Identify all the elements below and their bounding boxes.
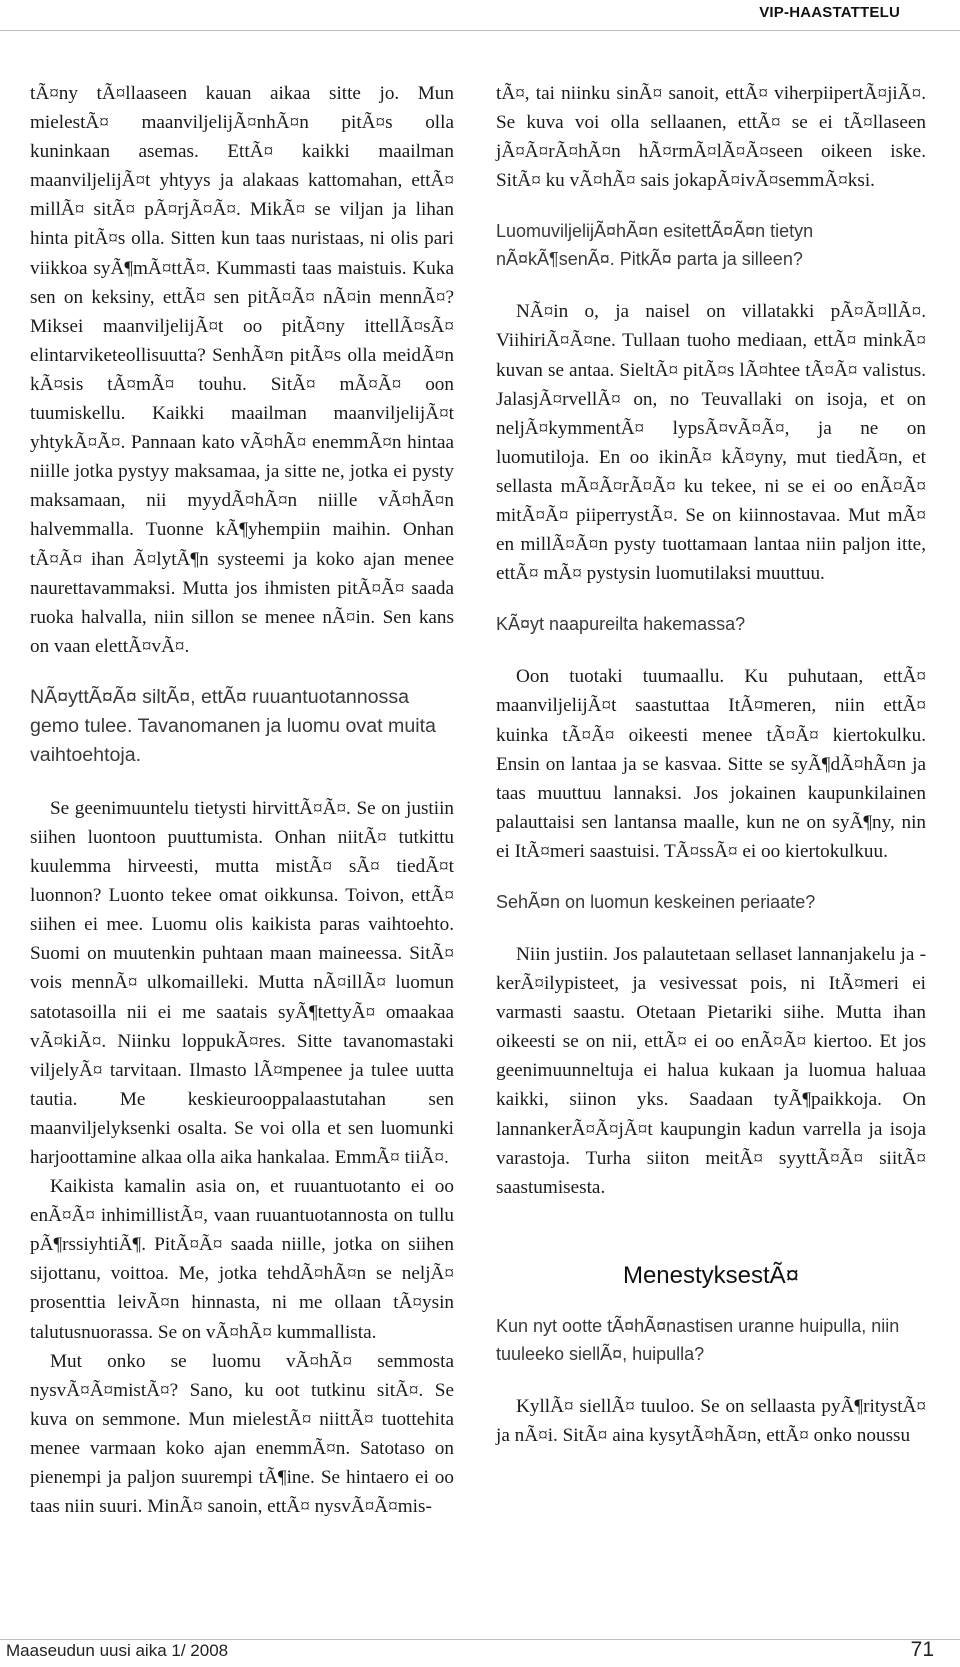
right-column bbox=[496, 79, 926, 1450]
interview-question: KÃ¤yt naapureilta hakemassa? bbox=[496, 614, 746, 635]
interview-question: Kun nyt ootte tÃ¤hÃ¤nastisen uranne huipulla, niin tuuleeko siellÃ¤, huipulla? bbox=[496, 1315, 900, 1364]
body-paragraph: KyllÃ¤ siellÃ¤ tuuloo. Se on sellaasta pyÃ¶ritystÃ¤ ja nÃ¤i. SitÃ¤ aina kysytÃ¤hÃ¤n, ettÃ¤ onko noussu bbox=[496, 1395, 926, 1446]
page-number: 71 bbox=[910, 1638, 934, 1661]
section-heading: MenestyksestÃ¤ bbox=[622, 1261, 800, 1289]
magazine-issue: Maaseudun uusi aika 1/ 2008 bbox=[6, 1641, 229, 1660]
body-paragraph: Se geenimuuntelu tietysti hirvittÃ¤Ã¤. Se on justiin siihen luontoon puuttumista. Onhan niitÃ¤ tutkittu kuulemma hirveesti, mutta mistÃ¤ sÃ¤ tiedÃ¤t luonnon? Luonto tekee omat oikkunsa. Toivon, ettÃ¤ siihen ei mee. Luomu olis kaikista paras vaihtoehto. Suomi on muutenkin puhtaan maan maineessa. SitÃ¤ vois mennÃ¤ ulkomailleki. Mutta nÃ¤illÃ¤ luomun satotasoilla nii ei me saatais syÃ¶tettyÃ¤ omaakaa vÃ¤kiÃ¤. Niinku loppukÃ¤res. Sitte tavanomastaki viljelyÃ¤ tarvitaan. Ilmasto lÃ¤mpenee ja tulee uutta tautia. Me keskieurooppalaastutahan sen maanviljelyksenki osalta. Se voi olla et sen luomunki harjoottamine alkaa olla aika hankalaa. EmmÃ¤ tiiÃ¤. bbox=[30, 797, 454, 1168]
body-paragraph: Niin justiin. Jos palautetaan sellaset lannanjakelu ja -kerÃ¤ilypisteet, ja vesivessat pois, ni ItÃ¤meri ei varmasti saastu. Otetaan Pietariki siihe. Mutta ihan oikeesti se on nii, ettÃ¤ ei oo enÃ¤Ã¤ kiertoo. Et jos geenimuunneltuja ei halua kukaan ja luomua haluaa kaikki, siinon yks. Saadaan tyÃ¶paikkoja. On lannankerÃ¤Ã¤jÃ¤t kaupungin kadun varrella ja isoja varastoja. Turha siiton meitÃ¤ syyttÃ¤Ã¤ siitÃ¤ saastumisesta. bbox=[496, 943, 926, 1198]
interview-question: LuomuviljelijÃ¤hÃ¤n esitettÃ¤Ã¤n tietyn nÃ¤kÃ¶senÃ¤. PitkÃ¤ parta ja silleen? bbox=[496, 221, 814, 270]
body-paragraph: Mut onko se luomu vÃ¤hÃ¤ semmosta nysvÃ¤Ã¤mistÃ¤? Sano, ku oot tutkinu sitÃ¤. Se kuva on semmone. Mun mielestÃ¤ niittÃ¤ tuottehita menee varmaan koko ajan enemmÃ¤n. Satotaso on pienempi ja paljon suurempi tÃ¶ine. Se hintaero ei oo taas niin suuri. MinÃ¤ sanoin, ettÃ¤ nysvÃ¤Ã¤mis- bbox=[30, 1350, 454, 1518]
body-paragraph: Kaikista kamalin asia on, et ruuantuotanto ei oo enÃ¤Ã¤ inhimillistÃ¤, vaan ruuantuotannosta on tullu pÃ¶rssiyhtiÃ¶. PitÃ¤Ã¤ saada niille, jotka on siihen sijottanu, voittoa. Me, jotka tehdÃ¤hÃ¤n se neljÃ¤ prosenttia leivÃ¤n hinnasta, ni me ollaan tÃ¤ysin talutusnuorassa. Se on vÃ¤hÃ¤ kummallista. bbox=[30, 1176, 454, 1343]
body-paragraph: NÃ¤in o, ja naisel on villatakki pÃ¤Ã¤llÃ¤. ViihiriÃ¤Ã¤ne. Tullaan tuoho mediaan, ettÃ¤ minkÃ¤ kuvan se antaa. SieltÃ¤ pitÃ¤s lÃ¤htee tÃ¤Ã¤ valistus. JalasjÃ¤rvellÃ¤ on, no Teuvallaki on isoja, et on neljÃ¤kymmentÃ¤ lypsÃ¤vÃ¤Ã¤, ja ne on luomutiloja. En oo ikinÃ¤ kÃ¤yny, mut tiedÃ¤n, et sellasta mÃ¤Ã¤rÃ¤Ã¤ ku tekee, ni se ei oo enÃ¤Ã¤ mitÃ¤Ã¤ piiperrystÃ¤. Se on kiinnostavaa. Mut mÃ¤ en millÃ¤Ã¤n pysty tuottamaan lantaa niin paljon itte, ettÃ¤ mÃ¤ pystysin luomutilaksi muuttuu. bbox=[496, 301, 926, 585]
section-label: VIP-HAASTATTELU bbox=[759, 4, 900, 21]
header-divider bbox=[0, 30, 960, 31]
body-paragraph: tÃ¤, tai niinku sinÃ¤ sanoit, ettÃ¤ viherpiipertÃ¤jiÃ¤. Se kuva voi olla sellaanen, ettÃ¤ se ei tÃ¤llaseen jÃ¤Ã¤rÃ¤hÃ¤n hÃ¤rmÃ¤lÃ¤Ã¤seen oikeen iske. SitÃ¤ ku vÃ¤hÃ¤ sais jokapÃ¤ivÃ¤semmÃ¤ksi. bbox=[496, 83, 926, 192]
body-paragraph: Oon tuotaki tuumaallu. Ku puhutaan, ettÃ¤ maanviljelijÃ¤t saastuttaa ItÃ¤meren, niin ettÃ¤ kuinka tÃ¤Ã¤ oikeesti menee tÃ¤Ã¤ kiertokulku. Ensin on lantaa ja se kasvaa. Sitte se syÃ¶dÃ¤hÃ¤n ja taas muuttuu lannaksi. Jos jokainen kaupunkilainen palauttaisi sen lantansa maalle, kun ne on syÃ¶ny, nin ei ItÃ¤meri saastuisi. TÃ¤ssÃ¤ ei oo kiertokulkuu. bbox=[496, 666, 926, 862]
footer-divider bbox=[0, 1639, 960, 1640]
left-column bbox=[30, 79, 454, 1521]
interview-question: SehÃ¤n on luomun keskeinen periaate? bbox=[496, 891, 816, 912]
body-paragraph: tÃ¤ny tÃ¤llaaseen kauan aikaa sitte jo. Mun mielestÃ¤ maanviljelijÃ¤nhÃ¤n pitÃ¤s olla kuninkaan asemas. EttÃ¤ kaikki maailman maanviljelijÃ¤t yhtyys ja alakaas kattomahan, ettÃ¤ millÃ¤ sitÃ¤ pÃ¤rjÃ¤Ã¤. MikÃ¤ se viljan ja lihan hinta pitÃ¤s olla. Sitten kun taas nuristaas, ni olis pari viikkoa syÃ¶mÃ¤ttÃ¤. Kummasti taas maistuis. Kuka sen on keksiny, ettÃ¤ sen pitÃ¤Ã¤ nÃ¤in mennÃ¤? Miksei maanviljelijÃ¤t oo pitÃ¤ny ittellÃ¤sÃ¤ elintarviketeollisuutta? SenhÃ¤n pitÃ¤s olla meidÃ¤n kÃ¤sis tÃ¤mÃ¤ touhu. SitÃ¤ mÃ¤Ã¤ oon tuumiskellu. Kaikki maailman maanviljelijÃ¤t yhtykÃ¤Ã¤. Pannaan kato vÃ¤hÃ¤ enemmÃ¤n hintaa niille jotka pystyy maksamaa, ja sitte ne, jotka ei pysty maksamaan, nii myydÃ¤hÃ¤n niille vÃ¤hÃ¤n halvemmalla. Tuonne kÃ¶yhempiin maihin. Onhan tÃ¤Ã¤ ihan Ã¤lytÃ¶n systeemi ja koko ajan menee naurettavammaksi. Mutta jos ihmisten pitÃ¤Ã¤ saada ruoka halvalla, niin sillon se menee nÃ¤in. Sen kans on vaan elettÃ¤vÃ¤. bbox=[30, 83, 454, 657]
interview-question: NÃ¤yttÃ¤Ã¤ siltÃ¤, ettÃ¤ ruuantuotannossa gemo tulee. Tavanomanen ja luomu ovat muita vaihtoehtoja. bbox=[30, 685, 436, 766]
